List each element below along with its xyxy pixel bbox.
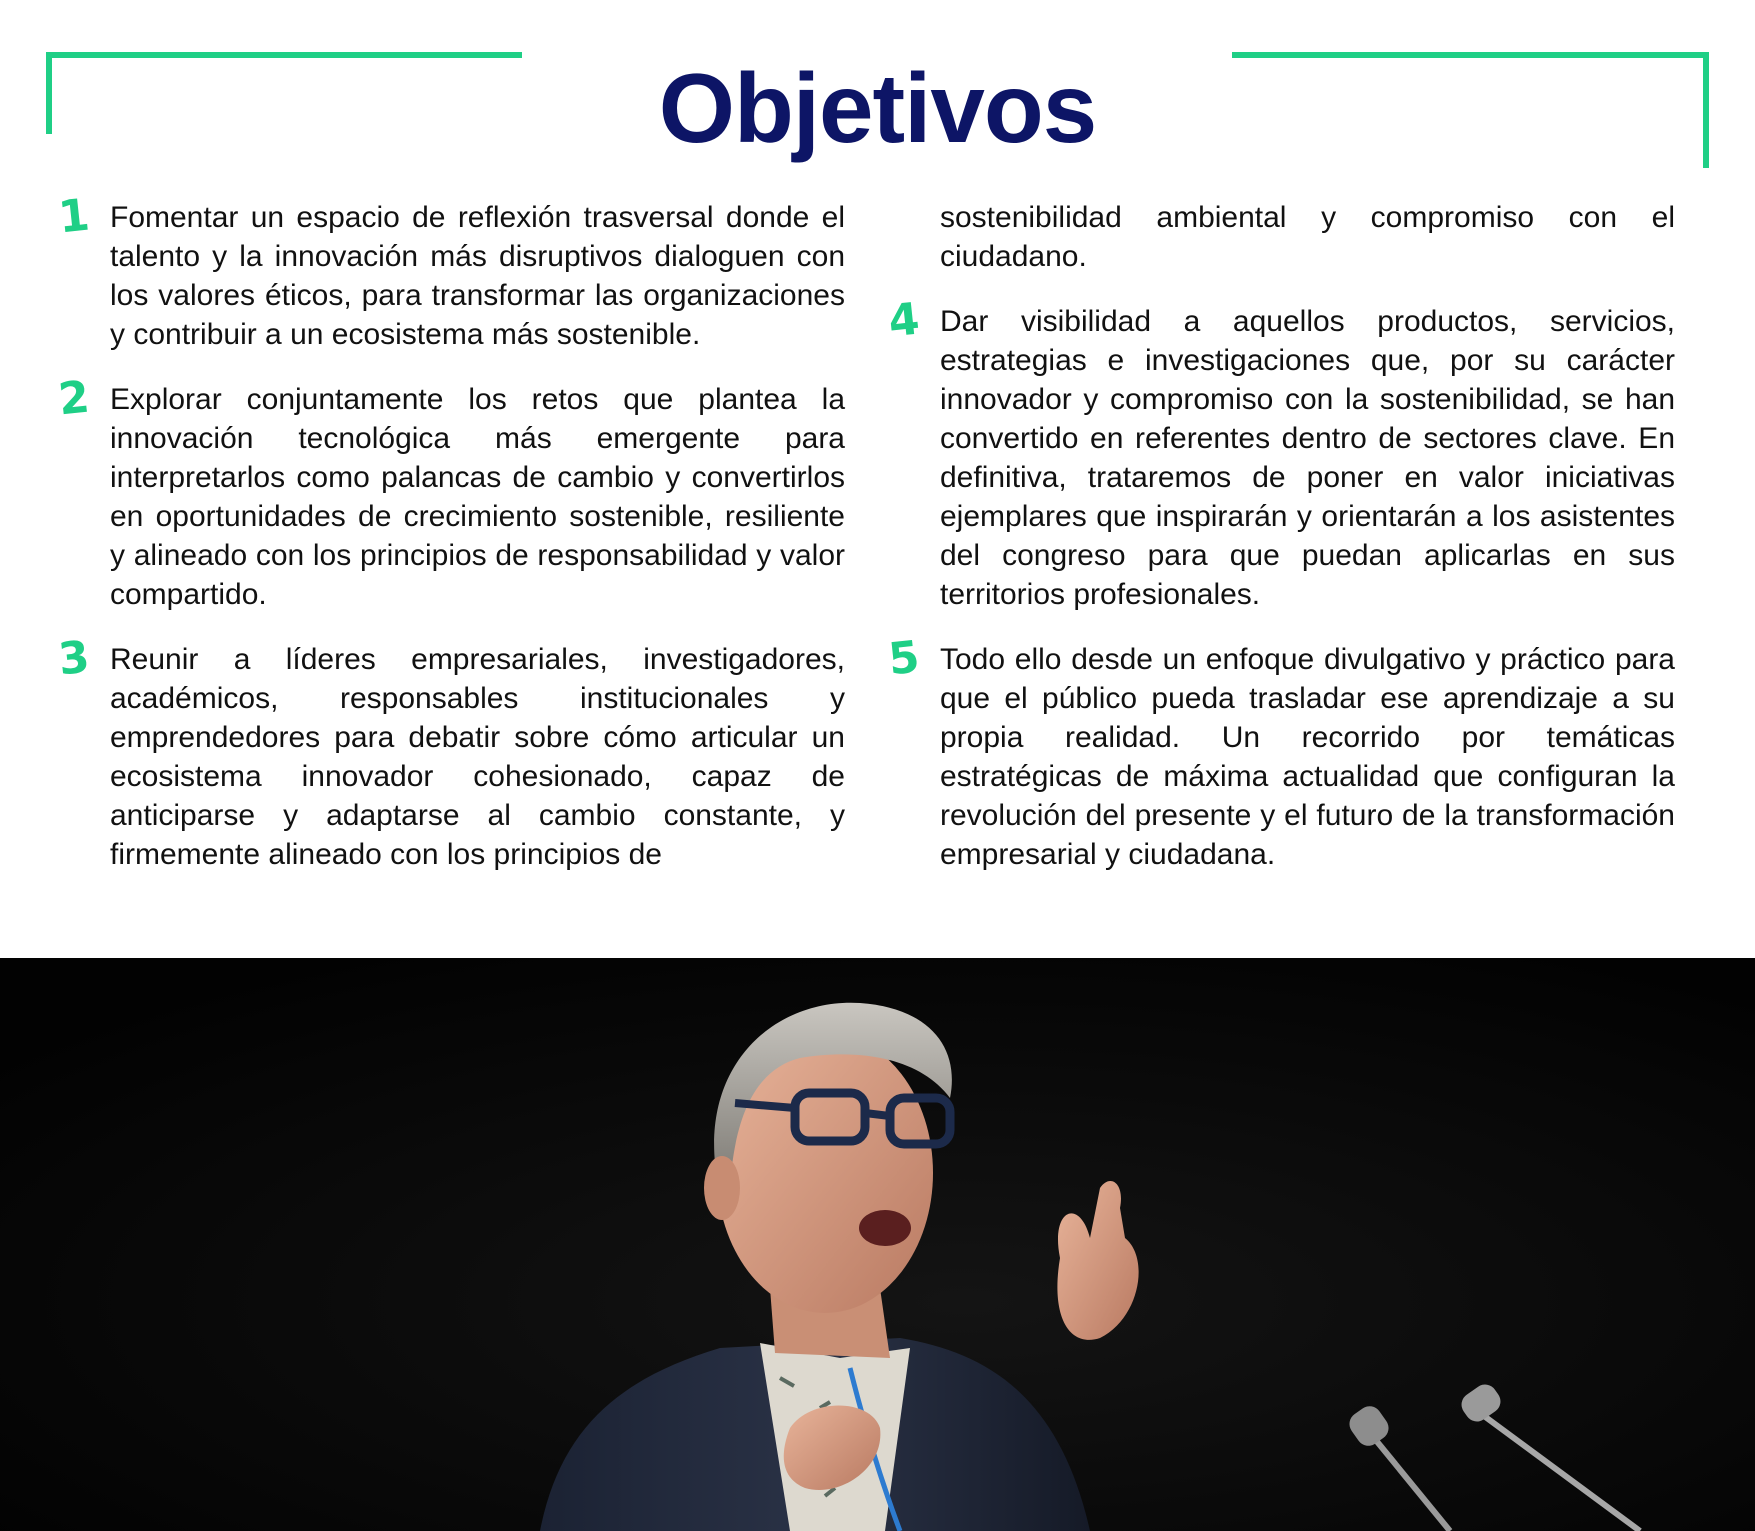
objective-text-3-continuation: sostenibilidad ambiental y compromiso con el ciudadano. xyxy=(940,201,1675,273)
objective-item-5 xyxy=(886,631,1675,874)
objective-number-5: 5 xyxy=(886,631,922,686)
objective-number-1: 1 xyxy=(56,189,92,244)
objective-number-2: 2 xyxy=(56,371,92,426)
objective-text-4: Dar visibilidad a aquellos productos, servicios, estrategias e investigaciones que, por su carácter innovador y compromiso con la sostenibilidad, se han convertido en referentes dentro de sectores clave. En definitiva, trataremos de poner en valor iniciativas ejemplares que inspirarán y orientarán a los asistentes del congreso para que puedan aplicarlas en sus territorios profesionales. xyxy=(940,305,1675,611)
speaker-illustration xyxy=(0,958,1755,1531)
speaker-photo xyxy=(0,958,1755,1531)
objective-item-2 xyxy=(56,371,845,614)
objective-item-1 xyxy=(56,189,845,354)
objectives-right-column xyxy=(886,198,1675,900)
objective-item-3 xyxy=(56,631,845,874)
objective-item-4 xyxy=(886,293,1675,614)
objective-text-5: Todo ello desde un enfoque divulgativo y práctico para que el público pueda trasladar ese aprendizaje a su propia realidad. Un recorrido por temáticas estratégicas de máxima actualidad que configuran la revolución del presente y el futuro de la transformación empresarial y ciudadana. xyxy=(940,643,1675,871)
objectives-left-column xyxy=(56,189,845,900)
objective-text-3: Reunir a líderes empresariales, investigadores, académicos, responsables institucionales y emprendedores para debatir sobre cómo articular un ecosistema innovador cohesionado, capaz de anticiparse y adaptarse al cambio constante, y firmemente alineado con los principios de xyxy=(110,643,845,871)
objective-text-1: Fomentar un espacio de reflexión trasversal donde el talento y la innovación más disruptivos dialoguen con los valores éticos, para transformar las organizaciones y contribuir a un ecosistema más sostenible. xyxy=(110,201,845,351)
page-title: Objetivos xyxy=(658,53,1097,163)
objective-text-2: Explorar conjuntamente los retos que plantea la innovación tecnológica más emergente para interpretarlos como palancas de cambio y convertirlos en oportunidades de crecimiento sostenible, resiliente y alineado con los principios de responsabilidad y valor compartido. xyxy=(110,383,845,611)
objective-number-3: 3 xyxy=(56,631,92,686)
objective-number-4: 4 xyxy=(886,293,922,348)
